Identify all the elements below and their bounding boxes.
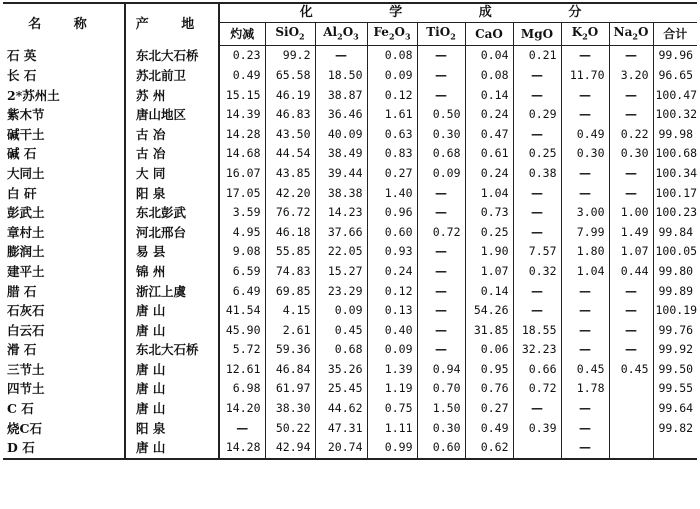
value-cell: — (417, 282, 465, 302)
value-cell: 42.94 (265, 438, 315, 459)
material-name: 三节土 (7, 361, 45, 377)
value-cell: 6.98 (219, 379, 265, 399)
value-cell: 31.85 (465, 321, 513, 341)
material-source: 唐 山 (125, 399, 219, 419)
value-cell: — (513, 301, 561, 321)
value-cell (609, 438, 653, 459)
value-cell: 61.97 (265, 379, 315, 399)
value-cell: 42.20 (265, 184, 315, 204)
table-row (3, 223, 697, 243)
material-name: D 石 (7, 440, 35, 456)
value-cell: 38.38 (315, 184, 367, 204)
value-cell: 22.05 (315, 242, 367, 262)
value-cell: — (417, 66, 465, 86)
value-cell: 0.14 (465, 282, 513, 302)
value-cell: — (417, 301, 465, 321)
value-cell: 0.60 (367, 223, 417, 243)
value-cell: — (219, 419, 265, 439)
table-row (3, 105, 697, 125)
value-cell: — (561, 86, 609, 106)
col-tio2: TiO$_2$ (417, 23, 465, 46)
value-cell: 23.29 (315, 282, 367, 302)
value-cell: 0.06 (465, 340, 513, 360)
value-cell: 2.61 (265, 321, 315, 341)
col-cao: CaO (465, 23, 513, 46)
value-cell: 14.28 (219, 125, 265, 145)
value-cell: 54.26 (465, 301, 513, 321)
value-cell: 38.49 (315, 144, 367, 164)
value-cell: 1.39 (367, 360, 417, 380)
value-cell: 96.65 (653, 66, 697, 86)
col-al2o3: $Al_2O_3$ (315, 23, 367, 46)
value-cell: 100.17 (653, 184, 697, 204)
value-cell: 12.61 (219, 360, 265, 380)
value-cell: 69.85 (265, 282, 315, 302)
value-cell: 3.20 (609, 66, 653, 86)
material-source: 东北大石桥 (125, 340, 219, 360)
material-source: 易 县 (125, 242, 219, 262)
value-cell: 35.26 (315, 360, 367, 380)
value-cell: 0.83 (367, 144, 417, 164)
value-cell: 100.05 (653, 242, 697, 262)
material-source: 浙江上虞 (125, 282, 219, 302)
value-cell: 99.92 (653, 340, 697, 360)
value-cell: 18.50 (315, 66, 367, 86)
value-cell: 74.83 (265, 262, 315, 282)
value-cell: 0.30 (561, 144, 609, 164)
value-cell: — (417, 203, 465, 223)
value-cell: 0.30 (417, 419, 465, 439)
value-cell: 0.08 (367, 46, 417, 66)
material-source: 东北彭武 (125, 203, 219, 223)
value-cell: — (417, 242, 465, 262)
value-cell: — (609, 282, 653, 302)
material-name: 紫木节 (7, 107, 45, 123)
material-source: 唐 山 (125, 379, 219, 399)
value-cell: 50.22 (265, 419, 315, 439)
material-name: 白 矸 (7, 185, 37, 201)
material-source: 古 冶 (125, 125, 219, 145)
value-cell: 15.27 (315, 262, 367, 282)
value-cell (609, 379, 653, 399)
value-cell (609, 419, 653, 439)
table-row (3, 360, 697, 380)
value-cell: 0.73 (465, 203, 513, 223)
value-cell: — (417, 340, 465, 360)
value-cell: 0.32 (513, 262, 561, 282)
value-cell: — (417, 321, 465, 341)
value-cell: — (513, 399, 561, 419)
material-source: 河北邢台 (125, 223, 219, 243)
header-row-1 (3, 3, 697, 23)
col-sio2: SiO$_2$ (265, 23, 315, 46)
value-cell: 0.24 (465, 164, 513, 184)
value-cell: 0.61 (465, 144, 513, 164)
value-cell: 38.87 (315, 86, 367, 106)
value-cell: — (417, 262, 465, 282)
value-cell: 6.49 (219, 282, 265, 302)
value-cell: 0.29 (513, 105, 561, 125)
value-cell: 14.28 (219, 438, 265, 459)
value-cell: 44.54 (265, 144, 315, 164)
value-cell: 0.14 (465, 86, 513, 106)
value-cell: 0.25 (465, 223, 513, 243)
value-cell: 17.05 (219, 184, 265, 204)
value-cell: 14.23 (315, 203, 367, 223)
value-cell: 0.39 (513, 419, 561, 439)
value-cell: — (561, 340, 609, 360)
value-cell: — (561, 438, 609, 459)
value-cell: 0.45 (561, 360, 609, 380)
value-cell: — (513, 203, 561, 223)
material-name: 大同土 (7, 165, 45, 181)
value-cell: — (609, 340, 653, 360)
material-source: 唐 山 (125, 321, 219, 341)
material-source: 东北大石桥 (125, 46, 219, 66)
material-source: 唐山地区 (125, 105, 219, 125)
value-cell: 1.49 (609, 223, 653, 243)
value-cell: — (561, 399, 609, 419)
value-cell: 0.09 (367, 340, 417, 360)
value-cell: — (609, 184, 653, 204)
value-cell: — (609, 86, 653, 106)
value-cell: 4.15 (265, 301, 315, 321)
value-cell: — (609, 321, 653, 341)
value-cell: 100.68 (653, 144, 697, 164)
value-cell: 100.19 (653, 301, 697, 321)
value-cell: — (609, 301, 653, 321)
value-cell: 43.85 (265, 164, 315, 184)
value-cell: 0.38 (513, 164, 561, 184)
value-cell: — (513, 66, 561, 86)
material-name: 长 石 (7, 67, 37, 83)
value-cell: 0.76 (465, 379, 513, 399)
table-row (3, 399, 697, 419)
value-cell: 100.47 (653, 86, 697, 106)
material-source: 阳 泉 (125, 184, 219, 204)
value-cell: 0.72 (417, 223, 465, 243)
value-cell: 46.83 (265, 105, 315, 125)
value-cell (653, 438, 697, 459)
material-name: 白云石 (7, 322, 45, 338)
value-cell: 1.04 (561, 262, 609, 282)
value-cell: 0.08 (465, 66, 513, 86)
value-cell: — (561, 46, 609, 66)
value-cell: 37.66 (315, 223, 367, 243)
table-row (3, 86, 697, 106)
value-cell: 0.60 (417, 438, 465, 459)
table-row (3, 164, 697, 184)
value-cell: 1.78 (561, 379, 609, 399)
value-cell: 46.18 (265, 223, 315, 243)
value-cell: 0.72 (513, 379, 561, 399)
value-cell: 99.98 (653, 125, 697, 145)
value-cell: 0.62 (465, 438, 513, 459)
value-cell: 3.59 (219, 203, 265, 223)
table-row (3, 340, 697, 360)
value-cell: 99.96 (653, 46, 697, 66)
value-cell: — (315, 46, 367, 66)
value-cell: 99.2 (265, 46, 315, 66)
table-row (3, 184, 697, 204)
value-cell: — (417, 184, 465, 204)
value-cell: 0.47 (465, 125, 513, 145)
material-source: 阳 泉 (125, 419, 219, 439)
material-source: 苏北前卫 (125, 66, 219, 86)
value-cell: 0.95 (465, 360, 513, 380)
value-cell: — (513, 223, 561, 243)
value-cell: — (561, 301, 609, 321)
value-cell: 0.09 (315, 301, 367, 321)
value-cell: 0.23 (219, 46, 265, 66)
value-cell: 99.64 (653, 399, 697, 419)
value-cell: 1.61 (367, 105, 417, 125)
value-cell: — (513, 125, 561, 145)
value-cell: 0.12 (367, 86, 417, 106)
value-cell: 100.34 (653, 164, 697, 184)
material-name: 腊 石 (7, 283, 37, 299)
material-name: 膨润土 (7, 244, 45, 260)
value-cell: 32.23 (513, 340, 561, 360)
value-cell: 41.54 (219, 301, 265, 321)
material-name: 建平土 (7, 263, 45, 279)
table-row (3, 242, 697, 262)
material-name: 章村土 (7, 224, 45, 240)
material-name: 烧C石 (7, 420, 42, 436)
value-cell: — (417, 86, 465, 106)
value-cell: 0.66 (513, 360, 561, 380)
value-cell: 0.22 (609, 125, 653, 145)
value-cell: 0.45 (609, 360, 653, 380)
table-row (3, 66, 697, 86)
material-source: 古 冶 (125, 144, 219, 164)
composition-table-sheet (3, 2, 697, 506)
value-cell: 0.68 (315, 340, 367, 360)
col-fe2o3: $Fe_2O_3$ (367, 23, 417, 46)
material-name: 石灰石 (7, 303, 45, 319)
value-cell: 99.89 (653, 282, 697, 302)
material-name: 彭武土 (7, 205, 45, 221)
value-cell: 1.40 (367, 184, 417, 204)
material-name: 2*苏州土 (7, 87, 60, 103)
material-source: 唐 山 (125, 438, 219, 459)
value-cell: 59.36 (265, 340, 315, 360)
value-cell: 0.04 (465, 46, 513, 66)
value-cell: 99.50 (653, 360, 697, 380)
value-cell: 43.50 (265, 125, 315, 145)
material-source: 唐 山 (125, 301, 219, 321)
col-mgo: MgO (513, 23, 561, 46)
value-cell: — (417, 46, 465, 66)
composition-table (3, 2, 697, 460)
value-cell: 100.23 (653, 203, 697, 223)
value-cell: 11.70 (561, 66, 609, 86)
value-cell (513, 438, 561, 459)
value-cell: 0.09 (367, 66, 417, 86)
material-name: 四节土 (7, 381, 45, 397)
value-cell: 6.59 (219, 262, 265, 282)
value-cell: 99.80 (653, 262, 697, 282)
value-cell: 0.45 (315, 321, 367, 341)
value-cell: 1.07 (465, 262, 513, 282)
value-cell: 0.13 (367, 301, 417, 321)
value-cell: 20.74 (315, 438, 367, 459)
table-row (3, 46, 697, 66)
value-cell: 1.00 (609, 203, 653, 223)
table-row (3, 321, 697, 341)
value-cell: 0.93 (367, 242, 417, 262)
value-cell: 1.50 (417, 399, 465, 419)
value-cell: 0.27 (367, 164, 417, 184)
value-cell: 0.44 (609, 262, 653, 282)
table-row (3, 125, 697, 145)
value-cell: — (561, 321, 609, 341)
value-cell: — (561, 419, 609, 439)
value-cell: 40.09 (315, 125, 367, 145)
value-cell: 0.50 (417, 105, 465, 125)
col-na2o: $Na_2O$ (609, 23, 653, 46)
value-cell: — (561, 105, 609, 125)
value-cell: — (609, 164, 653, 184)
value-cell: 0.75 (367, 399, 417, 419)
table-row (3, 419, 697, 439)
value-cell: 9.08 (219, 242, 265, 262)
col-total: 合计 (653, 23, 697, 46)
table-row (3, 203, 697, 223)
value-cell: 14.39 (219, 105, 265, 125)
material-name: 石 英 (7, 48, 37, 64)
value-cell: 1.19 (367, 379, 417, 399)
value-cell: 0.40 (367, 321, 417, 341)
header-source: 产 地 (125, 3, 219, 46)
table-row (3, 282, 697, 302)
value-cell: 45.90 (219, 321, 265, 341)
value-cell: 99.55 (653, 379, 697, 399)
table-row (3, 301, 697, 321)
value-cell: 39.44 (315, 164, 367, 184)
value-cell: 7.99 (561, 223, 609, 243)
value-cell: 0.49 (561, 125, 609, 145)
value-cell: 0.24 (465, 105, 513, 125)
value-cell: 5.72 (219, 340, 265, 360)
value-cell: 0.99 (367, 438, 417, 459)
value-cell: 46.19 (265, 86, 315, 106)
value-cell: 0.21 (513, 46, 561, 66)
value-cell: 0.70 (417, 379, 465, 399)
material-source: 唐 山 (125, 360, 219, 380)
value-cell: 0.30 (417, 125, 465, 145)
value-cell: — (561, 184, 609, 204)
value-cell: 65.58 (265, 66, 315, 86)
value-cell: 1.07 (609, 242, 653, 262)
value-cell (609, 399, 653, 419)
table-body (3, 46, 697, 459)
value-cell: 15.15 (219, 86, 265, 106)
value-cell: 99.76 (653, 321, 697, 341)
table-row (3, 438, 697, 459)
value-cell: 0.49 (219, 66, 265, 86)
value-cell: 1.80 (561, 242, 609, 262)
header-name: 名 称 (3, 3, 125, 46)
value-cell: — (561, 164, 609, 184)
material-name: 滑 石 (7, 342, 37, 358)
value-cell: 0.12 (367, 282, 417, 302)
value-cell: 76.72 (265, 203, 315, 223)
table-row (3, 262, 697, 282)
value-cell: — (513, 86, 561, 106)
value-cell: 0.94 (417, 360, 465, 380)
value-cell: 1.04 (465, 184, 513, 204)
value-cell: 36.46 (315, 105, 367, 125)
value-cell: 46.84 (265, 360, 315, 380)
value-cell: — (561, 282, 609, 302)
value-cell: 100.32 (653, 105, 697, 125)
value-cell: 0.30 (609, 144, 653, 164)
col-loss-on-ignition: 灼减 (219, 23, 265, 46)
material-source: 大 同 (125, 164, 219, 184)
header-composition: 化 学 成 分 (219, 3, 697, 23)
value-cell: 55.85 (265, 242, 315, 262)
col-k2o: $K_2O$ (561, 23, 609, 46)
value-cell: 18.55 (513, 321, 561, 341)
value-cell: 0.96 (367, 203, 417, 223)
value-cell: 1.11 (367, 419, 417, 439)
table-row (3, 144, 697, 164)
value-cell: 38.30 (265, 399, 315, 419)
value-cell: 44.62 (315, 399, 367, 419)
value-cell: 0.25 (513, 144, 561, 164)
value-cell: 47.31 (315, 419, 367, 439)
material-name: 碱 石 (7, 146, 37, 162)
material-name: 碱干土 (7, 126, 45, 142)
material-source: 苏 州 (125, 86, 219, 106)
value-cell: 25.45 (315, 379, 367, 399)
value-cell: 0.27 (465, 399, 513, 419)
value-cell: 0.63 (367, 125, 417, 145)
value-cell: — (513, 184, 561, 204)
value-cell: — (609, 46, 653, 66)
value-cell: — (513, 282, 561, 302)
value-cell: 4.95 (219, 223, 265, 243)
value-cell: 14.20 (219, 399, 265, 419)
value-cell: 1.90 (465, 242, 513, 262)
value-cell: 0.68 (417, 144, 465, 164)
value-cell: 14.68 (219, 144, 265, 164)
material-source: 锦 州 (125, 262, 219, 282)
value-cell: — (609, 105, 653, 125)
value-cell: 16.07 (219, 164, 265, 184)
value-cell: 0.24 (367, 262, 417, 282)
material-name: C 石 (7, 401, 34, 417)
value-cell: 3.00 (561, 203, 609, 223)
table-row (3, 379, 697, 399)
value-cell: 0.09 (417, 164, 465, 184)
value-cell: 99.84 (653, 223, 697, 243)
value-cell: 7.57 (513, 242, 561, 262)
value-cell: 0.49 (465, 419, 513, 439)
value-cell: 99.82 (653, 419, 697, 439)
